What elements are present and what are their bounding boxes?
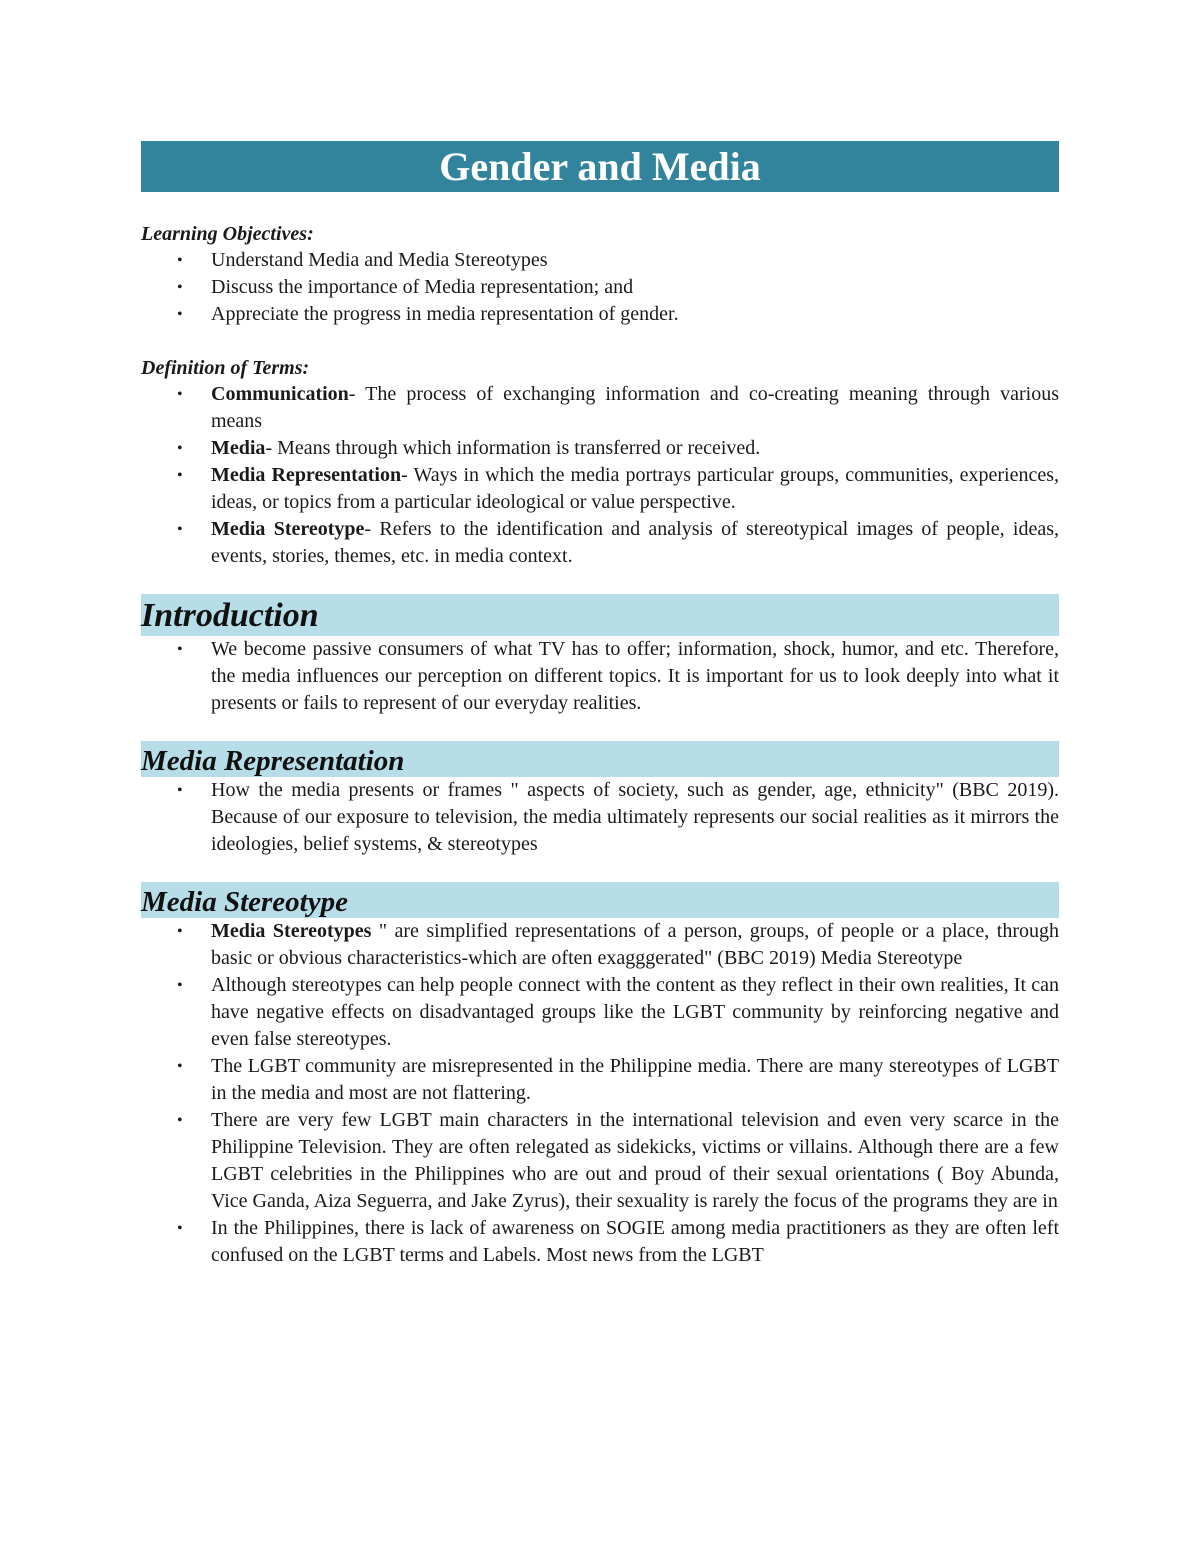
document-title: Gender and Media — [439, 143, 761, 189]
definition-text: - Means through which information is transferred or received. — [265, 437, 761, 459]
list-item: • The LGBT community are misrepresented in the Philippine media. There are many stereotypes of LGBT in the media and most are not flattering. — [141, 1053, 1059, 1107]
definition-item — [141, 435, 1059, 462]
definition-of-terms-label: Definition of Terms: — [141, 357, 310, 379]
stereotype-text: " are simplified representations of a person, groups, of people or a place, through basic or obvious characteristics-which are often exagggerated" (BBC 2019) Media Stereotype — [211, 920, 1059, 969]
definitions-list — [141, 381, 1059, 570]
definition-text: - Refers to the identification and analysis of stereotypical images of people, ideas, events, stories, themes, etc. in media context. — [211, 518, 1059, 567]
list-item: • Understand Media and Media Stereotypes — [141, 247, 1059, 274]
definition-item — [141, 462, 1059, 516]
list-item — [141, 918, 1059, 972]
media-stereotype-list — [141, 918, 1059, 1269]
learning-objectives-label: Learning Objectives: — [141, 223, 314, 245]
list-item: • We become passive consumers of what TV has to offer; information, shock, humor, and etc. Therefore, the media influences our perception on different topics. It is important for us to look deeply into what it presents or fails to represent of our everyday realities. — [141, 636, 1059, 717]
definition-term: Media — [211, 437, 266, 459]
introduction-list — [141, 636, 1059, 717]
media-stereotype-heading: Media Stereotype — [141, 882, 1059, 918]
list-item: • Although stereotypes can help people connect with the content as they reflect in their own realities, It can have negative effects on disadvantaged groups like the LGBT community by reinforcing negative and even false stereotypes. — [141, 972, 1059, 1053]
list-item: • How the media presents or frames " aspects of society, such as gender, age, ethnicity" (BBC 2019). Because of our exposure to television, the media ultimately represents our social realities as it mirrors the ideologies, belief systems, & stereotypes — [141, 777, 1059, 858]
list-item: • Discuss the importance of Media representation; and — [141, 274, 1059, 301]
media-representation-list — [141, 777, 1059, 858]
media-representation-heading: Media Representation — [141, 741, 1059, 777]
definition-term: Communication — [211, 383, 349, 405]
list-item: • There are very few LGBT main characters in the international television and even very scarce in the Philippine Television. They are often relegated as sidekicks, victims or villains. Although there are a few LGBT celebrities in the Philippines who are out and proud of their sexual orientations ( Boy Abunda, Vice Ganda, Aiza Seguerra, and Jake Zyrus), their sexuality is rarely the focus of the programs they are in — [141, 1107, 1059, 1215]
list-item: • In the Philippines, there is lack of awareness on SOGIE among media practitioners as they are often left confused on the LGBT terms and Labels. Most news from the LGBT — [141, 1215, 1059, 1269]
definition-text: - Ways in which the media portrays particular groups, communities, experiences, ideas, or topics from a particular ideological or value perspective. — [211, 464, 1059, 513]
list-item: • Appreciate the progress in media representation of gender. — [141, 301, 1059, 328]
stereotype-term: Media Stereotypes — [211, 920, 372, 942]
definition-item — [141, 381, 1059, 435]
learning-objectives-list — [141, 247, 1059, 328]
definition-term: Media Representation — [211, 464, 402, 486]
definition-term: Media Stereotype — [211, 518, 365, 540]
document-content — [141, 141, 1059, 1269]
definition-item — [141, 516, 1059, 570]
definition-text: - The process of exchanging information and co-creating meaning through various means — [211, 383, 1059, 432]
title-bar — [141, 141, 1059, 192]
introduction-heading: Introduction — [141, 594, 1059, 636]
